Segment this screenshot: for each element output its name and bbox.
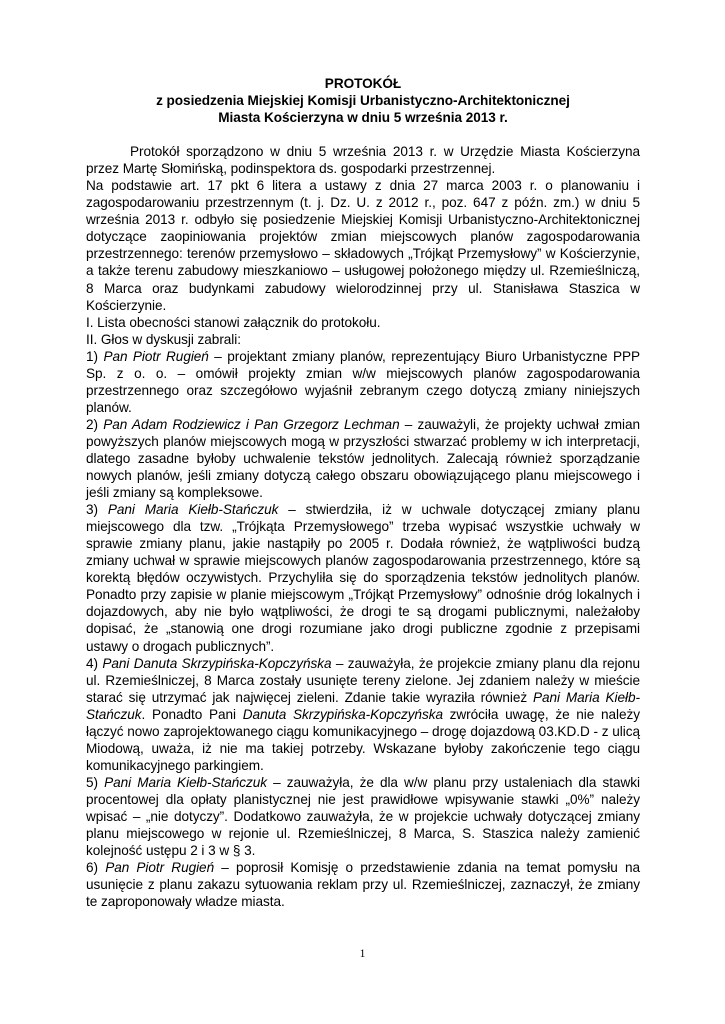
item-number: 6) xyxy=(86,860,98,876)
document-title: PROTOKÓŁ xyxy=(324,76,402,91)
speaker-name: Pan Adam Rodziewicz i Pan Grzegorz Lechman xyxy=(103,416,400,432)
item-number: 3) xyxy=(86,502,98,518)
discussion-item-4 xyxy=(86,655,640,774)
document-subtitle-line-1: z posiedzenia Miejskiej Komisji Urbanistyczno-Architektonicznej xyxy=(156,93,570,109)
item-text: . Ponadto Pani xyxy=(141,706,243,722)
discussion-item-3 xyxy=(86,501,640,654)
item-text: zwróciła uwagę, że nie należy łączyć nowo zaprojektowanego ciągu komunikacyjnego – drogę dojazdową 03.KD.D - z ulicą Miodową, uważa, iż nie ma takiej potrzeby. Wskazane byłoby zakończenie tego ciągu komunikacyjnego parkingiem. xyxy=(86,706,641,773)
item-number: 4) xyxy=(86,655,98,671)
document-subtitle-line-2: Miasta Kościerzyna w dniu 5 września 2013 r. xyxy=(218,110,508,126)
document-body xyxy=(86,75,640,910)
speaker-name: Danuta Skrzypińska-Kopczyńska xyxy=(242,706,443,722)
intro-paragraph-1: Protokół sporządzono w dniu 5 września 2013 r. w Urzędzie Miasta Kościerzyna przez Martę Słomińską, podinspektora ds. gospodarki przestrzennej. xyxy=(86,144,640,177)
discussion-item-6 xyxy=(86,859,640,910)
speaker-name: Pani Maria Kiełb-Stańczuk xyxy=(107,502,279,518)
discussion-item-5 xyxy=(86,774,640,859)
speaker-name: Pani Maria Kiełb-Stańczuk xyxy=(104,774,268,790)
section-attendance: I. Lista obecności stanowi załącznik do protokołu. xyxy=(86,314,381,330)
item-text: – projektant zmiany planów, reprezentujący Biuro Urbanistyczne PPP Sp. z o. o. – omówił projekty zmian w/w miejscowych planów zagospodarowania przestrzennego oraz szczegółowo wyjaśnił zebranym czego dotyczą zmiany niniejszych planów. xyxy=(86,348,640,415)
speaker-name: Pani Maria Kiełb-Stańczuk xyxy=(86,689,640,722)
section-discussion: II. Głos w dyskusji zabrali: xyxy=(86,331,241,347)
item-number: 2) xyxy=(86,416,98,432)
speaker-name: Pan Piotr Rugień xyxy=(103,348,209,364)
discussion-item-1 xyxy=(86,348,640,416)
intro-paragraph-2: Na podstawie art. 17 pkt 6 litera a ustawy z dnia 27 marca 2003 r. o planowaniu i zagospodarowaniu przestrzennym (t. j. Dz. U. z 2012 r., poz. 647 z późn. zm.) w dniu 5 września 2013 r. odbyło się posiedzenie Miejskiej Komisji Urbanistyczno-Architektonicznej dotyczące zaopiniowania projektów zmian miejscowych planów zagospodarowania przestrzennego: terenów przemysłowo – składowych „Trójkąt Przemysłowy” w Kościerzynie, a także terenu zabudowy mieszkaniowo – usługowej położonego między ul. Rzemieślniczą, 8 Marca oraz budynkami zabudowy wielorodzinnej przy ul. Stanisława Staszica w Kościerzynie. xyxy=(86,178,640,313)
speaker-name: Pani Danuta Skrzypińska-Kopczyńska xyxy=(102,655,332,671)
page-number: 1 xyxy=(359,948,366,960)
discussion-item-2 xyxy=(86,416,640,501)
item-text: – zauważyła, że dla w/w planu przy ustaleniach dla stawki procentowej dla opłaty planistycznej nie jest prawidłowe wpisywanie stawki „0%” należy wpisać – „nie dotyczy”. Dodatkowo zauważyła, że w projekcie uchwały dotyczącej zmiany planu miejscowego w rejonie ul. Rzemieślniczej, 8 Marca, S. Staszica należy zamienić kolejność ustępu 2 i 3 w § 3. xyxy=(86,774,640,859)
item-text: – zauważyła, że projekcie zmiany planu dla rejonu ul. Rzemieślniczej, 8 Marca zostały usunięte tereny zielone. Jej zdaniem należy w mieście starać się utrzymać jak najwięcej zieleni. Zdanie takie wyraziła również xyxy=(86,655,640,705)
item-text: – zauważyli, że projekty uchwał zmian powyższych planów miejscowych mogą w przyszłości stwarzać problemy w ich interpretacji, dlatego zasadne byłoby uchwalenie tekstów jednolitych. Zalecają również sporządzanie nowych planów, jeśli zmiany dotyczą całego obszaru obowiązującego planu miejscowego i jeśli zmiany są kompleksowe. xyxy=(86,416,640,501)
item-number: 1) xyxy=(86,348,98,364)
speaker-name: Pan Piotr Rugień xyxy=(105,860,215,876)
item-text: – poprosił Komisję o przedstawienie zdania na temat pomysłu na usunięcie z planu zakazu sytuowania reklam przy ul. Rzemieślniczej, zaznaczył, że zmiany te zaproponowały władze miasta. xyxy=(86,860,640,910)
item-number: 5) xyxy=(86,774,98,790)
item-text: – stwierdziła, iż w uchwale dotyczącej zmiany planu miejscowego dla tzw. „Trójkąta Przemysłowego” trzeba wypisać wszystkie uchwały w sprawie zmiany planu, jakie nastąpiły po 2005 r. Dodała również, że wątpliwości budzą zmiany uchwał w sprawie miejscowych planów zagospodarowania przestrzennego, które są korektą błędów oczywistych. Przychyliła się do sporządzenia tekstów jednolitych planów. Ponadto przy zapisie w planie miejscowym „Trójkąt Przemysłowy” odnośnie dróg lokalnych i dojazdowych, aby nie było wątpliwości, że drogi te są drogami publicznymi, należałoby dopisać, że „stanowią one drogi rozumiane jako drogi publiczne zgodnie z przepisami ustawy o drogach publicznych”. xyxy=(86,502,640,654)
